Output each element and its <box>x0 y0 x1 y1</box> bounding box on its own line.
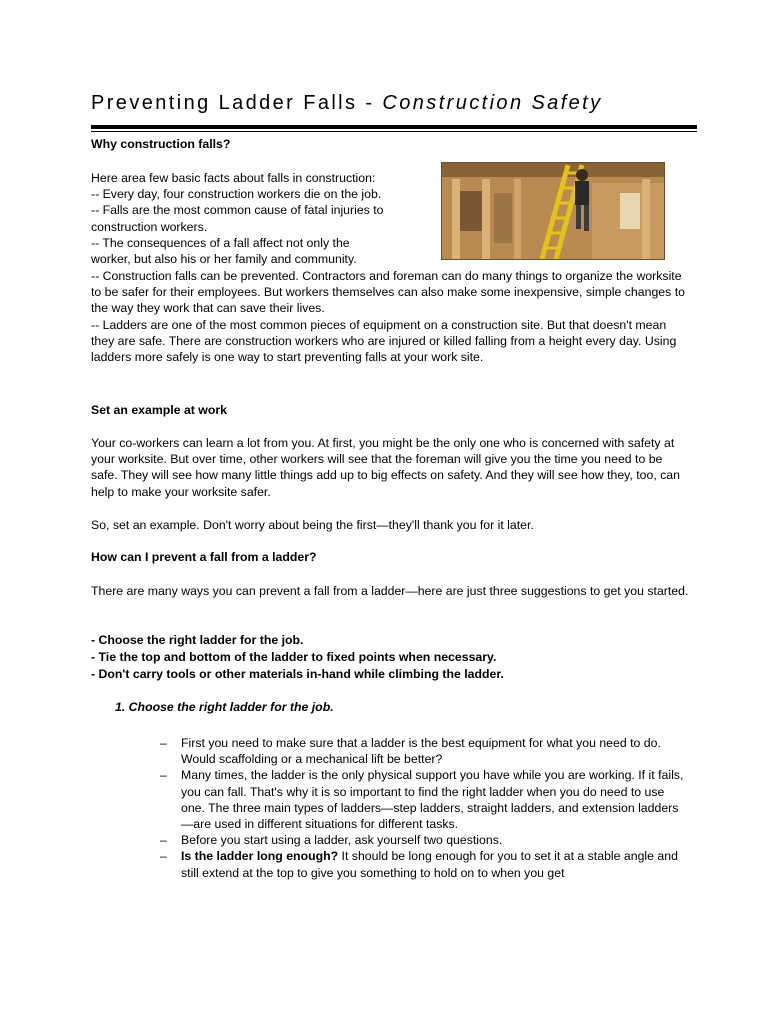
title-rule-thin <box>91 131 697 132</box>
set-example-closing: So, set an example. Don't worry about being the first—they'll thank you for it later. <box>91 518 534 532</box>
construction-worker-ladder-photo <box>441 162 665 260</box>
suggestion-item: - Tie the top and bottom of the ladder to fixed points when necessary. <box>91 650 497 664</box>
prevent-fall-intro: There are many ways you can prevent a fall from a ladder—here are just three suggestions to get you started. <box>91 584 689 598</box>
list-item-text: Many times, the ladder is the only physical support you have while you are working. If it fails, you can fall. That's why it is so important to find the right ladder when you do need to use one. The three main types of ladders—step ladders, straight ladders, and extension ladders—are used in different situations for different tasks. <box>181 768 684 832</box>
facts-intro: Here area few basic facts about falls in construction: <box>91 171 376 185</box>
set-example-paragraph: Your co-workers can learn a lot from you. At first, you might be the only one who is concerned with safety at your worksite. But over time, other workers will see that the foreman will give you the time you need to be safe. They will see how many little things add up to big effects on safety. And they will see how they, too, can help to make your worksite safer. <box>91 436 680 499</box>
section-heading-set-example: Set an example at work <box>91 403 228 417</box>
list-item-text: Before you start using a ladder, ask yourself two questions. <box>181 833 503 848</box>
page-title <box>91 92 603 115</box>
section-heading-why-falls: Why construction falls? <box>91 137 231 151</box>
list-item <box>160 832 690 848</box>
dash-bullet: – <box>160 736 167 750</box>
list-item <box>160 767 690 832</box>
list-item <box>160 735 690 767</box>
dash-bullet: – <box>160 849 167 864</box>
title-rule-thick <box>91 125 697 129</box>
suggestions-list <box>91 632 504 683</box>
list-item <box>160 848 690 880</box>
sub-heading-choose-ladder: 1. Choose the right ladder for the job. <box>115 700 334 714</box>
title-main: Preventing Ladder Falls - <box>91 92 383 114</box>
title-italic: Construction Safety <box>382 92 603 114</box>
list-item-text: First you need to make sure that a ladder is the best equipment for what you need to do. Would scaffolding or a mechanical lift be better? <box>181 736 661 767</box>
fact-paragraph: -- Ladders are one of the most common pieces of equipment on a construction site. But that doesn't mean they are safe. There are construction workers who are injured or killed falling from a height every day. Using ladders more safely is one way to start preventing falls at your work site. <box>91 317 677 365</box>
suggestion-item: - Don't carry tools or other materials in-hand while climbing the ladder. <box>91 667 504 681</box>
list-item-bold-text: Is the ladder long enough? <box>181 849 339 864</box>
section-heading-prevent-fall: How can I prevent a fall from a ladder? <box>91 550 317 564</box>
fact-paragraph: -- Construction falls can be prevented. Contractors and foreman can do many things to organize the worksite to be safer for their employees. But workers themselves can also make some inexpensive, simple changes to the way they work that can save their lives. <box>91 269 685 316</box>
dash-bullet: – <box>160 833 167 848</box>
fact-line: construction workers. <box>91 219 208 234</box>
fact-line: -- Falls are the most common cause of fatal injuries to <box>91 203 384 218</box>
ladder-tips-list <box>160 735 690 881</box>
dash-bullet: – <box>160 768 167 783</box>
fact-line: worker, but also his or her family and community. <box>91 252 357 267</box>
suggestion-item: - Choose the right ladder for the job. <box>91 633 304 647</box>
facts-short-block <box>91 170 431 267</box>
fact-line: -- The consequences of a fall affect not only the <box>91 235 350 250</box>
facts-long-block <box>91 268 691 365</box>
fact-line: -- Every day, four construction workers die on the job. <box>91 187 382 202</box>
list-item-text: It should be long enough for you to set it at a stable angle and still extend at the top to give you something to hold on to when you get <box>181 849 678 880</box>
